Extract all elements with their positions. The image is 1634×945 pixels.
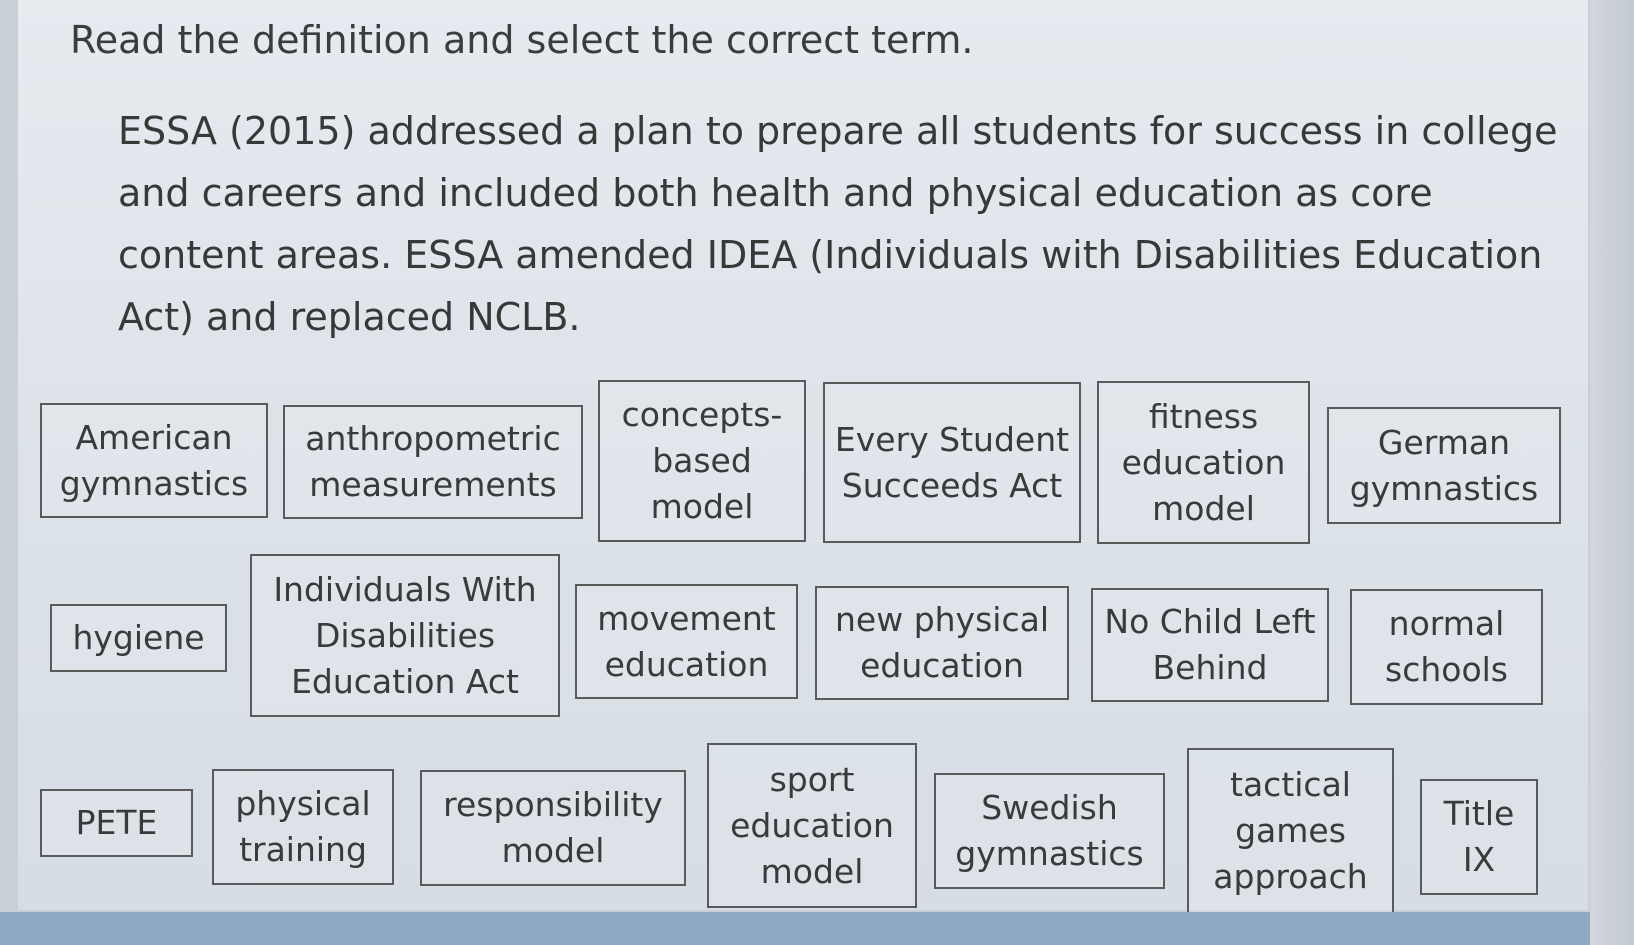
term-label: Swedish gymnastics <box>955 788 1144 873</box>
term-label: tactical games approach <box>1213 765 1368 896</box>
term-label: Every Student Succeeds Act <box>834 419 1070 505</box>
term-tactical-games-approach[interactable] <box>1187 748 1394 914</box>
term-label: normal schools <box>1385 604 1508 689</box>
term-individuals-with-disabilities-education-act[interactable] <box>250 554 560 717</box>
term-title-ix[interactable] <box>1420 779 1538 895</box>
term-fitness-education-model[interactable] <box>1097 381 1310 544</box>
term-label: physical training <box>235 784 371 869</box>
term-label: Individuals With Disabilities Education Act <box>273 569 537 701</box>
term-responsibility-model[interactable] <box>420 770 686 886</box>
term-label: German gymnastics <box>1349 422 1539 508</box>
bottom-bar <box>0 912 1590 945</box>
term-label: fitness education model <box>1121 396 1286 528</box>
term-pete[interactable] <box>40 789 193 857</box>
term-label: responsibility model <box>443 785 663 870</box>
term-every-student-succeeds-act[interactable] <box>823 382 1081 543</box>
definition-text: ESSA (2015) addressed a plan to prepare all students for success in college and careers and included both health and physical education as core content areas. ESSA amended IDEA (Individuals with Disabilities Education Act) and replaced NCLB. <box>118 109 1558 339</box>
term-label: No Child Left Behind <box>1104 602 1316 687</box>
screen-edge <box>1590 0 1634 945</box>
term-label: hygiene <box>72 618 205 657</box>
term-german-gymnastics[interactable] <box>1327 407 1561 524</box>
term-label: PETE <box>75 803 158 842</box>
instruction-text: Read the definition and select the correct term. <box>70 18 974 62</box>
term-movement-education[interactable] <box>575 584 798 699</box>
term-swedish-gymnastics[interactable] <box>934 773 1165 889</box>
term-hygiene[interactable] <box>50 604 227 672</box>
term-anthropometric-measurements[interactable] <box>283 405 583 519</box>
term-no-child-left-behind[interactable] <box>1091 588 1329 702</box>
term-new-physical-education[interactable] <box>815 586 1069 700</box>
term-label: Title IX <box>1443 794 1515 879</box>
term-label: movement education <box>597 598 776 684</box>
term-american-gymnastics[interactable] <box>40 403 268 518</box>
term-sport-education-model[interactable] <box>707 743 917 908</box>
term-label: concepts-based model <box>621 395 783 526</box>
term-label: anthropometric measurements <box>305 419 561 504</box>
term-label: American gymnastics <box>59 417 249 503</box>
term-label: new physical education <box>835 600 1049 685</box>
term-label: sport education model <box>730 759 894 891</box>
term-concepts-based-model[interactable] <box>598 380 806 542</box>
term-physical-training[interactable] <box>212 769 394 885</box>
term-normal-schools[interactable] <box>1350 589 1543 705</box>
